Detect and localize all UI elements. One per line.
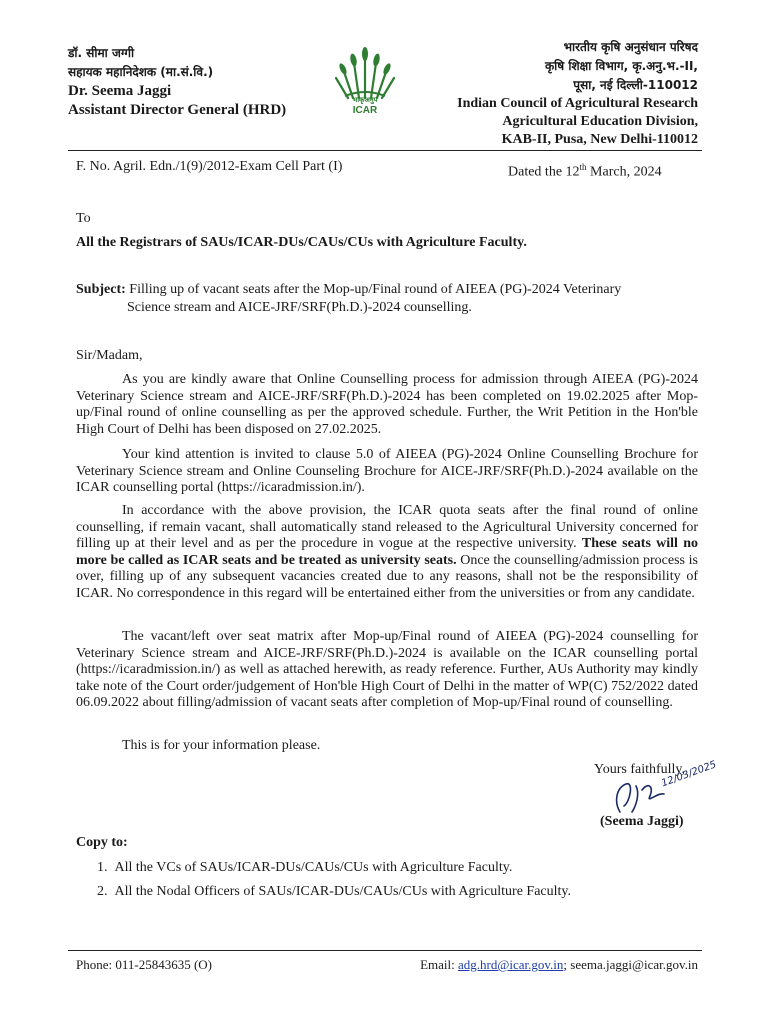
sender-hindi-title: सहायक महानिदेशक (मा.सं.वि.) xyxy=(68,65,214,79)
letter-date xyxy=(508,158,662,182)
salutation: Sir/Madam, xyxy=(76,348,143,363)
paragraph-3-part-b: Once the counselling/admission process is over, filling up of any subsequent vacancies created due to any reasons, shall not be the responsibility of ICAR. No correspondence in this regard will be entertained either from the universities or from any candidate. xyxy=(76,552,698,601)
subject xyxy=(76,281,696,299)
sender-block xyxy=(68,44,368,120)
subject-label: Subject: xyxy=(76,282,126,297)
email-2: seema.jaggi@icar.gov.in xyxy=(570,957,698,972)
paragraph-1: As you are kindly aware that Online Counselling process for admission through AIEEA (PG)-2024 Veterinary Science stream and AICE-JRF/SRF(Ph.D.)-2024 has been completed on 19.02.2025 after Mop-up/Final round of online counselling as per the approved schedule. Further, the Writ Petition in the Hon'ble High Court of Delhi has been disposed on 27.02.2025. xyxy=(76,372,698,437)
paragraph-5: This is for your information please. xyxy=(122,738,321,753)
email-separator: ; xyxy=(563,957,571,972)
paragraph-2: Your kind attention is invited to clause 5.0 of AIEEA (PG)-2024 Online Counselling Brochure for Veterinary Science stream and Online Counseling Brochure for AICE-JRF/SRF(Ph.D.)-2024 available on the ICAR counselling portal (https://icaradmission.in/). xyxy=(76,447,698,495)
subject-line-1: Filling up of vacant seats after the Mop-up/Final round of AIEEA (PG)-2024 Veterinary xyxy=(129,282,622,297)
sender-name: Dr. Seema Jaggi xyxy=(68,83,172,99)
logo-text: ICAR xyxy=(352,105,378,116)
date-prefix: Dated the 12 xyxy=(508,164,580,180)
footer-phone: Phone: 011-25843635 (O) xyxy=(76,957,213,972)
paragraph-4: The vacant/left over seat matrix after Mop-up/Final round of AIEEA (PG)-2024 counselling for Veterinary Science stream and AICE-JRF/SRF(Ph.D.)-2024 is available on the ICAR counselling portal (https://icaradmission.in/) as well as attached herewith, as ready reference. Further, AUs Authority may kindly take note of the Court order/judgement of Hon'ble High Court of Delhi in the matter of WP(C) 752/2022 dated 06.09.2022 about filling/admission of vacant seats after completion of Mop-up/Final round of counselling. xyxy=(76,629,698,710)
org-hindi-line-1: भारतीय कृषि अनुसंधान परिषद xyxy=(563,40,698,54)
sender-hindi-name: डॉ. सीमा जग्गी xyxy=(68,46,135,60)
copy-to-item-2: 2. All the Nodal Officers of SAUs/ICAR-DUs/CAUs/CUs with Agriculture Faculty. xyxy=(97,884,572,899)
subject-line-2: Science stream and AICE-JRF/SRF(Ph.D.)-2024 counselling. xyxy=(127,300,472,315)
org-en-line-3: KAB-II, Pusa, New Delhi-110012 xyxy=(501,132,698,147)
org-hindi-line-2: कृषि शिक्षा विभाग, कृ.अनु.भ.-II, xyxy=(544,59,698,73)
paragraph-3-emphasis: These seats will no more be called as ICAR seats and be treated as university seats. xyxy=(76,536,698,568)
addressee: All the Registrars of SAUs/ICAR-DUs/CAUs/CUs with Agriculture Faculty. xyxy=(76,235,527,250)
email-link-1[interactable]: adg.hrd@icar.gov.in xyxy=(458,957,564,972)
file-number: F. No. Agril. Edn./1(9)/2012-Exam Cell Part (I) xyxy=(76,159,343,174)
date-suffix: March, 2024 xyxy=(586,164,662,180)
organisation-block xyxy=(368,38,698,149)
logo-hindi-text: भाकृअनुप xyxy=(352,96,378,104)
email-label: Email: xyxy=(420,957,459,972)
sender-title: Assistant Director General (HRD) xyxy=(68,102,287,118)
footer-divider xyxy=(68,950,702,951)
paragraph-3 xyxy=(76,503,698,602)
org-en-line-2: Agricultural Education Division, xyxy=(502,114,698,129)
org-en-line-1: Indian Council of Agricultural Research xyxy=(457,96,698,111)
signatory-name: (Seema Jaggi) xyxy=(600,814,684,829)
closing: Yours faithfully, xyxy=(594,762,686,777)
copy-to-label: Copy to: xyxy=(76,835,128,850)
paragraph-3-part-a: In accordance with the above provision, the ICAR quota seats after the final round of online counselling, if remain vacant, shall automatically stand released to the Agricultural University concerned for filling up at their level and as per the procedure in vogue at the respective university. xyxy=(76,503,698,551)
copy-to-item-1: 1. All the VCs of SAUs/ICAR-DUs/CAUs/CUs with Agriculture Faculty. xyxy=(97,860,513,875)
footer-email xyxy=(420,957,698,973)
to-label: To xyxy=(76,211,91,226)
signature-date: 12/03/2025 xyxy=(660,759,718,790)
org-hindi-line-3: पूसा, नई दिल्ली-110012 xyxy=(573,78,698,92)
date-superscript: th xyxy=(579,162,587,172)
header-divider xyxy=(68,150,702,151)
